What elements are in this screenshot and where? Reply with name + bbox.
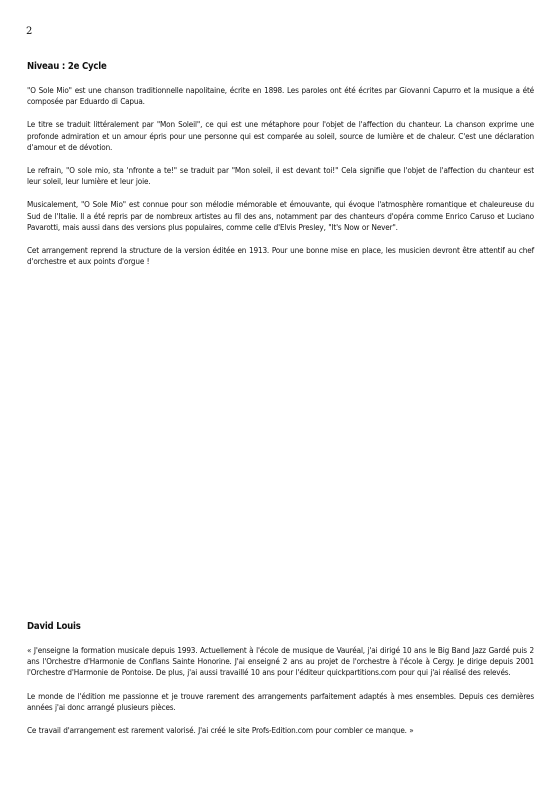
author-edition-paragraph: Le monde de l'édition me passionne et je trouve rarement des arrangements parfaitement adaptés à mes ensembles. Depuis ces dernières années j'ai donc arrangé plusieurs pièces. xyxy=(27,690,534,712)
level-section xyxy=(27,61,534,279)
intro-paragraph: "O Sole Mio" est une chanson traditionnelle napolitaine, écrite en 1898. Les paroles ont été écrites par Giovanni Capurro et la musique a été composée par Eduardo di Capua. xyxy=(27,85,534,107)
author-section xyxy=(27,621,534,748)
musical-paragraph: Musicalement, "O Sole Mio" est connue pour son mélodie mémorable et émouvante, qui évoque l'atmosphère romantique et chaleureuse du Sud de l'Italie. Il a été repris par de nombreux artistes au fil des ans, notamment par des chanteurs d'opéra comme Enrico Caruso et Luciano Pavarotti, mais aussi dans des versions plus populaires, comme celle d'Elvis Presley, "It's Now or Never". xyxy=(27,199,534,232)
title-meaning-paragraph: Le titre se traduit littéralement par "Mon Soleil", ce qui est une métaphore pour l'objet de l'affection du chanteur. La chanson exprime une profonde admiration et un amour épris pour une personne qui est comparée au soleil, source de lumière et de chaleur. C'est une déclaration d'amour et de dévotion. xyxy=(27,119,534,152)
page-number: 2 xyxy=(26,26,33,37)
author-heading: David Louis xyxy=(27,621,81,632)
author-bio-paragraph: « J'enseigne la formation musicale depuis 1993. Actuellement à l'école de musique de Vauréal, j'ai dirigé 10 ans le Big Band Jazz Gardé puis 2 ans l'Orchestre d'Harmonie de Conflans Sainte Honorine. J'ai enseigné 2 ans au projet de l'orchestre à l'école à Cergy. Je dirige depuis 2001 l'Orchestre d'Harmonie de Pontoise. De plus, j'ai aussi travaillé 10 ans pour l'éditeur quickpartitions.com pour qui j'ai réalisé des relevés. xyxy=(27,645,534,678)
arrangement-paragraph: Cet arrangement reprend la structure de la version éditée en 1913. Pour une bonne mise en place, les musicien devront être attentif au chef d'orchestre et aux points d'orgue ! xyxy=(27,245,534,267)
refrain-paragraph: Le refrain, "O sole mio, sta 'nfronte a te!" se traduit par "Mon soleil, il est devant toi!" Cela signifie que l'objet de l'affection du chanteur est leur soleil, leur lumière et leur joie. xyxy=(27,165,534,187)
author-website-paragraph: Ce travail d'arrangement est rarement valorisé. J'ai créé le site Profs-Edition.com pour combler ce manque. » xyxy=(27,725,414,736)
level-heading: Niveau : 2e Cycle xyxy=(27,61,107,72)
